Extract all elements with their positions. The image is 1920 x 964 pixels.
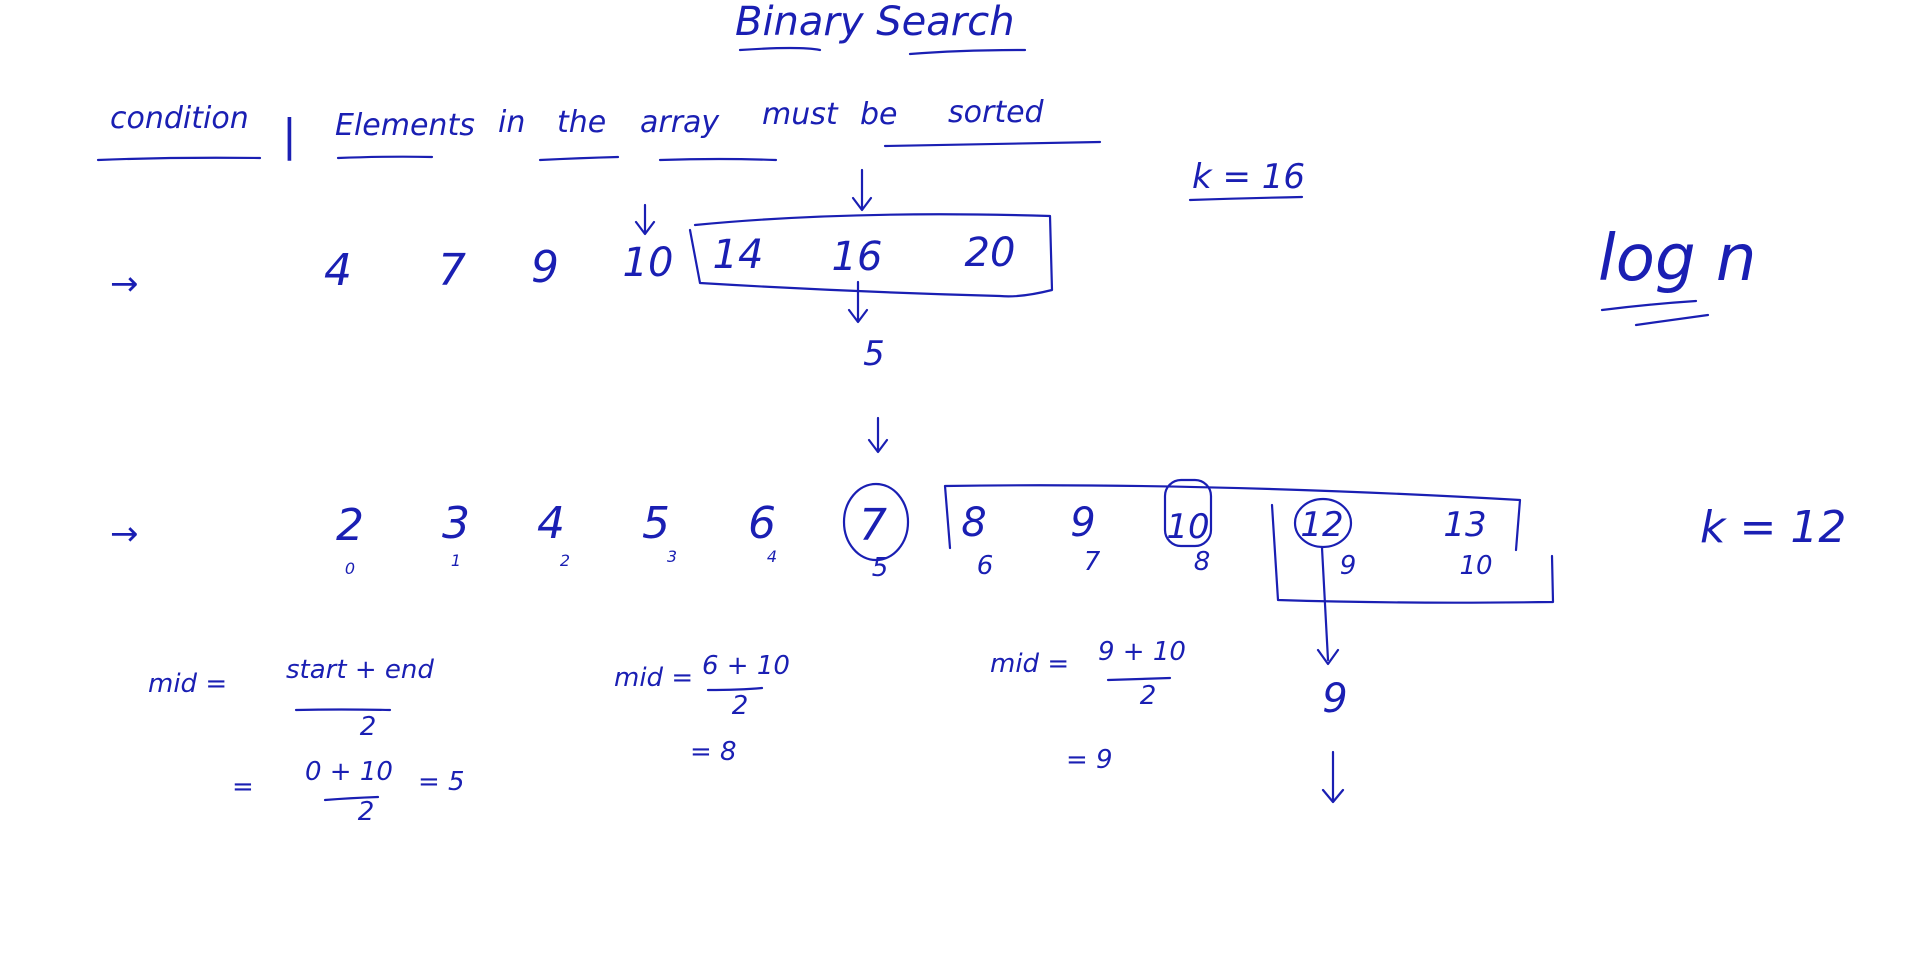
formula2-lhs: mid = xyxy=(614,663,694,693)
page-title: Binary Search xyxy=(735,0,1015,45)
example2-arrow: → xyxy=(110,514,139,554)
condition-word-elements: Elements xyxy=(335,108,475,143)
formula3-denominator: 2 xyxy=(1139,681,1157,711)
example1-value: 9 xyxy=(531,242,559,293)
target-k16: k = 16 xyxy=(1192,157,1306,197)
example2-value: 7 xyxy=(859,500,887,551)
condition-word-must: must xyxy=(762,97,838,132)
condition-word-be: be xyxy=(860,97,898,132)
condition-word-in: in xyxy=(498,105,526,140)
formula1-result: = 5 xyxy=(418,767,465,797)
formula3-result: = 9 xyxy=(1066,745,1113,775)
formula2-numerator: 6 + 10 xyxy=(702,651,790,681)
example2-index: 6 xyxy=(976,551,994,581)
example2-index: 7 xyxy=(1083,547,1101,577)
target-k16-underline xyxy=(1190,197,1302,200)
underline-array xyxy=(660,159,776,160)
example2-index: 3 xyxy=(666,547,678,566)
formula1-denominator2: 2 xyxy=(357,797,375,827)
example2-value: 8 xyxy=(961,500,987,546)
example2-index: 4 xyxy=(766,547,778,566)
formula1-lhs: mid = xyxy=(148,669,228,699)
title-underline xyxy=(740,48,1025,54)
example2-value: 6 xyxy=(748,498,776,549)
example1-pointer-arrow xyxy=(636,205,654,234)
complexity-underline xyxy=(1602,301,1708,325)
underline-elements xyxy=(338,157,432,158)
example1-value: 4 xyxy=(324,245,352,296)
formula1-fraction-bar xyxy=(296,710,390,711)
example1-mid-value: 5 xyxy=(863,334,885,374)
formula1-numerator: start + end xyxy=(286,655,434,685)
example2-value: 5 xyxy=(642,498,670,549)
formula3-lhs: mid = xyxy=(990,649,1070,679)
example2-pointer-arrow xyxy=(869,418,887,452)
condition-underline xyxy=(98,158,260,160)
example1-value: 14 xyxy=(712,232,764,278)
example1-pointer-arrow xyxy=(853,170,871,210)
formula1-numerator2: 0 + 10 xyxy=(305,757,393,787)
example1-arrow: → xyxy=(110,264,139,304)
example2-index: 5 xyxy=(871,553,889,583)
example2-value: 10 xyxy=(1166,507,1210,547)
formula3-numerator: 9 + 10 xyxy=(1098,637,1186,667)
formula2-fraction-bar xyxy=(708,688,762,690)
example1-value: 7 xyxy=(438,245,466,296)
example2-index: 0 xyxy=(344,559,356,578)
example2-value: 9 xyxy=(1070,500,1096,546)
example2-value: 13 xyxy=(1443,505,1487,545)
example2-index: 2 xyxy=(559,551,571,570)
example2-index: 1 xyxy=(450,551,462,570)
formula1-eq: = xyxy=(232,772,254,802)
example2-value: 2 xyxy=(336,500,364,551)
example2-value: 12 xyxy=(1300,505,1344,545)
example2-pointer-arrow xyxy=(1323,752,1343,802)
underline-must-be-sorted xyxy=(885,142,1100,146)
example2-value: 4 xyxy=(537,498,565,549)
target-k12: k = 12 xyxy=(1700,502,1847,553)
example2-subarray-box xyxy=(945,485,1520,550)
condition-word-the: the xyxy=(557,105,607,140)
example2-index: 8 xyxy=(1193,547,1211,577)
example2-value: 3 xyxy=(442,498,470,549)
example2-pointer-arrow xyxy=(1318,548,1338,664)
formula2-result: = 8 xyxy=(690,737,737,767)
example1-pointer-arrow xyxy=(849,282,867,322)
condition-word-array: array xyxy=(640,105,720,140)
example2-index: 10 xyxy=(1459,551,1493,581)
example1-value: 16 xyxy=(831,234,883,280)
formula1-denominator: 2 xyxy=(359,712,377,742)
condition-separator: | xyxy=(282,110,297,161)
formula3-fraction-bar xyxy=(1108,678,1170,680)
example1-value: 20 xyxy=(964,230,1016,276)
formula2-denominator: 2 xyxy=(731,691,749,721)
condition-label: condition xyxy=(110,101,249,136)
example2-index: 9 xyxy=(1339,551,1357,581)
underline-the xyxy=(540,157,618,160)
condition-word-sorted: sorted xyxy=(948,95,1044,130)
example2-result-index: 9 xyxy=(1322,676,1348,722)
complexity-log-n: log n xyxy=(1598,222,1757,296)
example1-value: 10 xyxy=(622,240,674,286)
